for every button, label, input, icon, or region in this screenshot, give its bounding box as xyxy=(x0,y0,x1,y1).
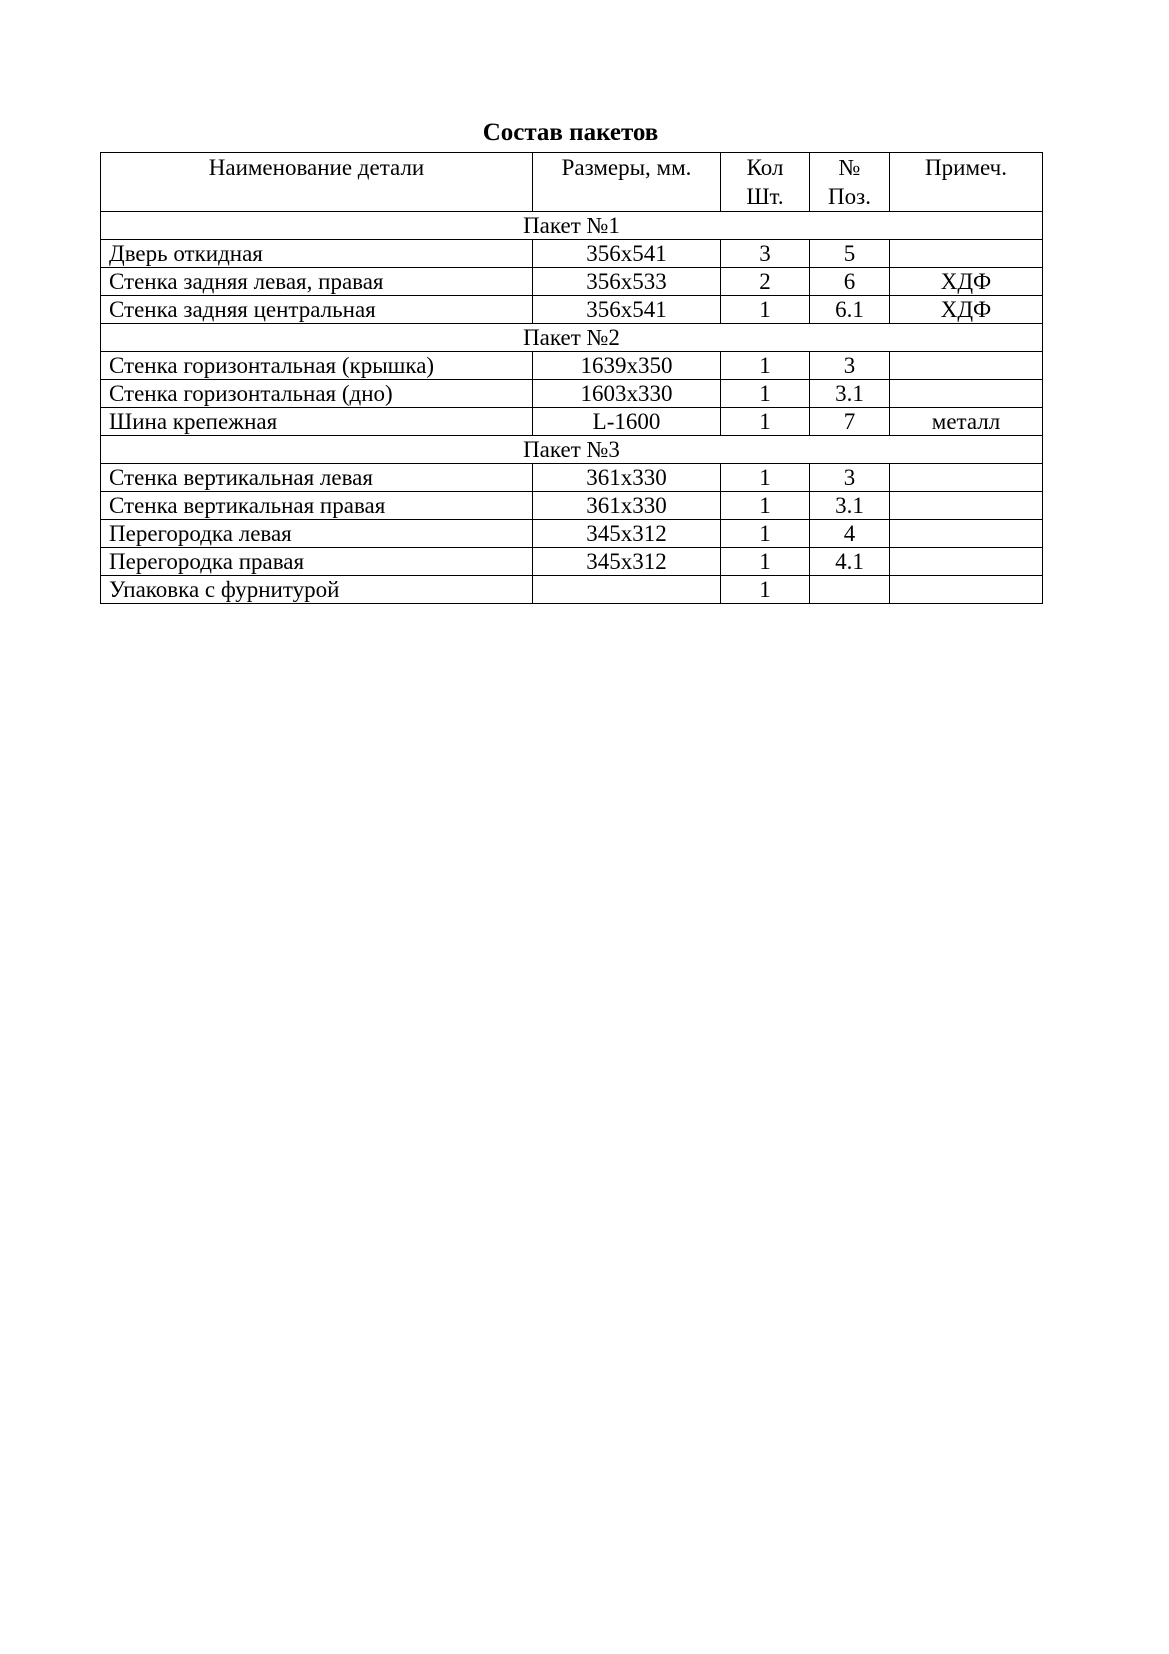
cell-qty: 3 xyxy=(721,240,810,268)
cell-qty: 1 xyxy=(721,576,810,604)
cell-qty: 1 xyxy=(721,492,810,520)
table-row xyxy=(101,520,1043,548)
header-qty-line2: Шт. xyxy=(746,184,784,209)
cell-pos: 4.1 xyxy=(810,548,890,576)
cell-note xyxy=(890,464,1043,492)
package-label: Пакет №1 xyxy=(101,212,1043,240)
cell-size xyxy=(533,576,721,604)
cell-qty: 1 xyxy=(721,408,810,436)
cell-note: ХДФ xyxy=(890,296,1043,324)
header-name: Наименование детали xyxy=(101,153,533,212)
cell-name: Стенка вертикальная левая xyxy=(101,464,533,492)
cell-note: металл xyxy=(890,408,1043,436)
cell-size: 356х541 xyxy=(533,240,721,268)
cell-name: Стенка горизонтальная (крышка) xyxy=(101,352,533,380)
cell-pos: 5 xyxy=(810,240,890,268)
cell-note: ХДФ xyxy=(890,268,1043,296)
header-size: Размеры, мм. xyxy=(533,153,721,212)
cell-size: L-1600 xyxy=(533,408,721,436)
parts-table xyxy=(100,152,1043,604)
cell-pos: 3.1 xyxy=(810,380,890,408)
cell-pos: 6.1 xyxy=(810,296,890,324)
package-label: Пакет №2 xyxy=(101,324,1043,352)
cell-qty: 1 xyxy=(721,520,810,548)
cell-note xyxy=(890,548,1043,576)
cell-size: 361х330 xyxy=(533,464,721,492)
cell-size: 356х541 xyxy=(533,296,721,324)
header-qty xyxy=(721,153,810,212)
cell-note xyxy=(890,380,1043,408)
cell-name: Шина крепежная xyxy=(101,408,533,436)
cell-pos: 3 xyxy=(810,464,890,492)
table-row xyxy=(101,408,1043,436)
table-row xyxy=(101,464,1043,492)
cell-pos: 7 xyxy=(810,408,890,436)
cell-note xyxy=(890,352,1043,380)
cell-qty: 1 xyxy=(721,548,810,576)
cell-name: Перегородка правая xyxy=(101,548,533,576)
cell-size: 345х312 xyxy=(533,548,721,576)
cell-size: 1603х330 xyxy=(533,380,721,408)
table-row xyxy=(101,240,1043,268)
package-header-row xyxy=(101,436,1043,464)
cell-name: Стенка вертикальная правая xyxy=(101,492,533,520)
cell-size: 1639х350 xyxy=(533,352,721,380)
table-row xyxy=(101,548,1043,576)
document-title: Состав пакетов xyxy=(482,119,659,146)
table-row xyxy=(101,296,1043,324)
table-header-row xyxy=(101,153,1043,212)
cell-name: Перегородка левая xyxy=(101,520,533,548)
cell-pos: 6 xyxy=(810,268,890,296)
cell-pos: 3 xyxy=(810,352,890,380)
cell-note xyxy=(890,240,1043,268)
cell-pos: 3.1 xyxy=(810,492,890,520)
cell-note xyxy=(890,520,1043,548)
header-pos-line2: Поз. xyxy=(828,184,871,209)
header-note: Примеч. xyxy=(890,153,1043,212)
header-pos xyxy=(810,153,890,212)
header-qty-line1: Кол xyxy=(746,155,784,180)
cell-name: Стенка задняя левая, правая xyxy=(101,268,533,296)
cell-qty: 1 xyxy=(721,352,810,380)
cell-name: Упаковка с фурнитурой xyxy=(101,576,533,604)
package-header-row xyxy=(101,212,1043,240)
cell-pos xyxy=(810,576,890,604)
cell-pos: 4 xyxy=(810,520,890,548)
table-row xyxy=(101,576,1043,604)
cell-note xyxy=(890,492,1043,520)
package-header-row xyxy=(101,324,1043,352)
cell-qty: 1 xyxy=(721,380,810,408)
cell-note xyxy=(890,576,1043,604)
cell-name: Дверь откидная xyxy=(101,240,533,268)
cell-name: Стенка задняя центральная xyxy=(101,296,533,324)
cell-size: 361х330 xyxy=(533,492,721,520)
table-row xyxy=(101,380,1043,408)
package-label: Пакет №3 xyxy=(101,436,1043,464)
header-pos-line1: № xyxy=(838,155,861,180)
table-row xyxy=(101,492,1043,520)
cell-qty: 2 xyxy=(721,268,810,296)
cell-name: Стенка горизонтальная (дно) xyxy=(101,380,533,408)
table-row xyxy=(101,268,1043,296)
cell-size: 345х312 xyxy=(533,520,721,548)
cell-qty: 1 xyxy=(721,464,810,492)
cell-qty: 1 xyxy=(721,296,810,324)
table-row xyxy=(101,352,1043,380)
cell-size: 356х533 xyxy=(533,268,721,296)
